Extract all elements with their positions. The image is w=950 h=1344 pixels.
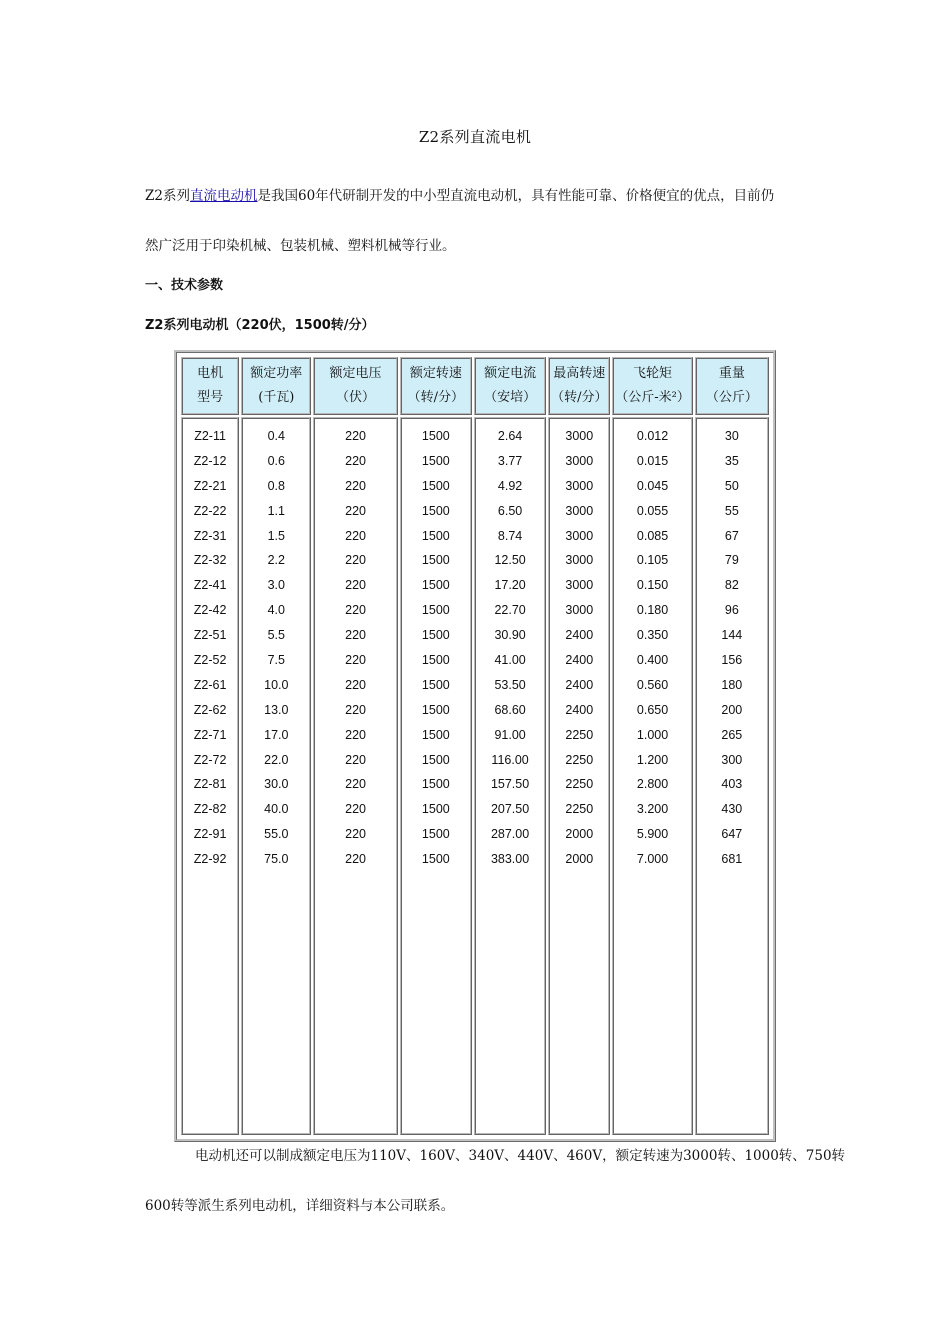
table-cell: Z2-51: [193, 628, 227, 643]
table-cell: 220: [345, 752, 366, 767]
table-cell: 5.900: [636, 827, 669, 842]
table-cell: 2.2: [267, 553, 285, 568]
table-cell: 1500: [421, 578, 450, 593]
header-rated-speed: [400, 357, 472, 415]
table-cell: 220: [345, 553, 366, 568]
table-cell: 68.60: [494, 702, 526, 717]
header-line: （安培）: [484, 390, 537, 405]
table-cell: 2400: [565, 653, 594, 668]
table-cell: 17.20: [494, 578, 526, 593]
header-line: （转/分）: [551, 390, 608, 405]
table-cell: 220: [345, 603, 366, 618]
table-cell: 220: [345, 802, 366, 817]
table-cell: 2250: [565, 727, 594, 742]
header-rated-voltage: [313, 357, 397, 415]
table-cell: Z2-31: [193, 528, 227, 543]
table-cell: Z2-92: [193, 852, 227, 867]
column-weight: [695, 417, 769, 1135]
table-cell: 1500: [421, 852, 450, 867]
table-cell: Z2-32: [193, 553, 227, 568]
column-rated-voltage: [313, 417, 397, 1135]
table-cell: 220: [345, 628, 366, 643]
table-cell: 41.00: [494, 653, 526, 668]
table-cell: 220: [345, 429, 366, 443]
table-cell: 3000: [565, 528, 594, 543]
column-flywheel-moment: [612, 417, 692, 1135]
header-model: [181, 357, 239, 415]
table-cell: Z2-52: [193, 653, 227, 668]
table-cell: 430: [721, 802, 743, 817]
table-cell: 1500: [421, 752, 450, 767]
table-cell: 220: [345, 453, 366, 468]
table-cell: Z2-71: [193, 727, 227, 742]
table-cell: 3000: [565, 603, 594, 618]
table-cell: Z2-72: [193, 752, 227, 767]
table-cell: 1.200: [636, 752, 669, 767]
table-cell: 180: [721, 677, 743, 692]
table-cell: 403: [721, 777, 743, 792]
table-cell: 0.350: [636, 628, 669, 643]
intro-paragraph-line2: 然广泛用于印染机械、包装机械、塑料机械等行业。: [145, 238, 456, 254]
intro-text-start: Z2系列: [145, 188, 190, 204]
table-cell: 156: [721, 653, 743, 668]
table-cell: 2250: [565, 802, 594, 817]
table-cell: 0.085: [636, 528, 669, 543]
table-cell: Z2-21: [193, 478, 227, 493]
table-cell: 17.0: [264, 727, 289, 742]
header-line: 额定转速: [409, 366, 462, 381]
table-cell: 220: [345, 852, 366, 867]
table-cell: Z2-41: [193, 578, 227, 593]
column-max-speed: [548, 417, 610, 1135]
table-cell: 647: [721, 827, 743, 842]
table-cell: 220: [345, 827, 366, 842]
header-flywheel-moment: [612, 357, 692, 415]
table-cell: 91.00: [494, 727, 526, 742]
table-cell: 220: [345, 503, 366, 518]
table-cell: 681: [721, 852, 743, 867]
table-cell: 30: [724, 429, 739, 443]
header-line: （公斤）: [705, 390, 758, 405]
table-cell: 0.6: [267, 453, 285, 468]
table-cell: Z2-12: [193, 453, 227, 468]
table-cell: 55: [724, 503, 739, 518]
header-line: （伏）: [336, 390, 376, 405]
table-cell: 55.0: [264, 827, 289, 842]
header-line: 重量: [718, 366, 745, 381]
header-line: 电机: [197, 366, 224, 381]
table-cell: 0.015: [636, 453, 669, 468]
table-cell: 0.8: [267, 478, 285, 493]
table-cell: 79: [724, 553, 739, 568]
table-cell: 220: [345, 727, 366, 742]
table-cell: 383.00: [490, 852, 530, 867]
table-cell: 1500: [421, 528, 450, 543]
table-cell: 6.50: [497, 503, 523, 518]
dc-motor-link[interactable]: 直流电动机: [189, 188, 258, 204]
table-cell: 220: [345, 528, 366, 543]
table-cell: 50: [724, 478, 739, 493]
table-cell: 2400: [565, 677, 594, 692]
table-cell: 82: [724, 578, 739, 593]
table-cell: 75.0: [264, 852, 289, 867]
section-heading: 一、技术参数: [145, 278, 224, 293]
document-title: Z2系列直流电机: [418, 128, 532, 146]
header-line: (千瓦): [258, 390, 295, 405]
spec-table: [179, 355, 771, 1137]
table-cell: 8.74: [497, 528, 523, 543]
table-cell: 30.0: [264, 777, 289, 792]
table-cell: 220: [345, 777, 366, 792]
table-cell: 2250: [565, 777, 594, 792]
table-cell: 7.000: [636, 852, 669, 867]
table-cell: 2400: [565, 702, 594, 717]
table-cell: 2250: [565, 752, 594, 767]
intro-paragraph-line1: [145, 186, 774, 206]
table-cell: 1500: [421, 677, 450, 692]
table-cell: 67: [724, 528, 739, 543]
table-cell: 0.150: [636, 578, 669, 593]
table-cell: 265: [721, 727, 743, 742]
table-cell: 1500: [421, 503, 450, 518]
table-cell: 3.77: [497, 453, 523, 468]
table-body-row: [181, 417, 769, 1135]
spec-table-frame: [174, 350, 776, 1142]
header-line: 最高转速: [553, 366, 606, 381]
table-cell: Z2-62: [193, 702, 227, 717]
table-header-row: [181, 357, 769, 415]
table-cell: 4.0: [267, 603, 285, 618]
header-line: （公斤-米²）: [615, 390, 690, 405]
table-cell: 3.200: [636, 802, 669, 817]
header-rated-power: [241, 357, 311, 415]
table-cell: Z2-81: [193, 777, 227, 792]
header-line: 额定功率: [250, 366, 303, 381]
table-cell: 300: [721, 752, 743, 767]
table-cell: 0.400: [636, 653, 669, 668]
header-line: 额定电压: [329, 366, 382, 381]
column-rated-power: [241, 417, 311, 1135]
table-cell: 220: [345, 677, 366, 692]
table-cell: 0.055: [636, 503, 669, 518]
footer-paragraph-line2: 600转等派生系列电动机，详细资料与本公司联系。: [145, 1198, 455, 1214]
table-cell: 40.0: [264, 802, 289, 817]
table-cell: 207.50: [490, 802, 530, 817]
table-cell: 3000: [565, 553, 594, 568]
table-cell: 2000: [565, 827, 594, 842]
table-cell: 2.800: [636, 777, 669, 792]
table-cell: 1500: [421, 827, 450, 842]
header-weight: [695, 357, 769, 415]
table-cell: 13.0: [264, 702, 289, 717]
table-cell: Z2-11: [194, 429, 226, 443]
table-cell: 5.5: [267, 628, 285, 643]
table-cell: Z2-22: [193, 503, 227, 518]
table-cell: 10.0: [264, 677, 289, 692]
header-line: （转/分）: [407, 390, 465, 405]
table-cell: 3000: [565, 503, 594, 518]
table-cell: 7.5: [267, 653, 285, 668]
table-cell: 200: [721, 702, 743, 717]
table-cell: Z2-91: [193, 827, 227, 842]
table-cell: 1500: [421, 777, 450, 792]
table-cell: 1.000: [636, 727, 669, 742]
table-cell: Z2-82: [193, 802, 227, 817]
intro-text-rest: 是我国60年代研制开发的中小型直流电动机，具有性能可靠、价格便宜的优点，目前仍: [257, 188, 775, 204]
table-cell: 1500: [421, 603, 450, 618]
table-cell: 0.012: [636, 429, 669, 443]
table-cell: 0.560: [636, 677, 669, 692]
table-cell: 2400: [565, 628, 594, 643]
table-cell: 22.0: [264, 752, 289, 767]
header-rated-current: [474, 357, 546, 415]
table-cell: 116.00: [491, 752, 529, 767]
table-cell: 2.64: [497, 429, 523, 443]
table-cell: 220: [345, 578, 366, 593]
table-cell: Z2-61: [193, 677, 227, 692]
table-cell: 22.70: [494, 603, 526, 618]
table-cell: 0.105: [636, 553, 669, 568]
table-cell: 1500: [421, 653, 450, 668]
table-cell: 3000: [565, 478, 594, 493]
table-cell: 3000: [565, 578, 594, 593]
table-cell: 35: [724, 453, 739, 468]
table-cell: 0.045: [636, 478, 669, 493]
table-cell: 1500: [421, 802, 450, 817]
table-cell: 157.50: [490, 777, 530, 792]
table-cell: 1500: [421, 553, 450, 568]
table-cell: 1500: [421, 727, 450, 742]
table-cell: 3.0: [267, 578, 285, 593]
table-cell: 287.00: [490, 827, 530, 842]
table-cell: 1500: [421, 453, 450, 468]
table-caption: Z2系列电动机（220伏，1500转/分）: [145, 318, 375, 333]
table-cell: 1500: [421, 628, 450, 643]
header-line: 飞轮矩: [633, 366, 673, 381]
header-line: 额定电流: [484, 366, 537, 381]
table-cell: 2000: [565, 852, 594, 867]
table-cell: 30.90: [494, 628, 526, 643]
table-cell: 1500: [421, 478, 450, 493]
table-cell: 1500: [421, 702, 450, 717]
footer-paragraph-line1: 电动机还可以制成额定电压为110V、160V、340V、440V、460V，额定转速为3000转、1000转、750转: [195, 1148, 846, 1164]
table-cell: 96: [724, 603, 739, 618]
table-cell: 1.5: [267, 528, 285, 543]
table-cell: 144: [721, 628, 743, 643]
table-cell: 4.92: [497, 478, 523, 493]
column-rated-speed: [400, 417, 472, 1135]
table-cell: Z2-42: [193, 603, 227, 618]
column-rated-current: [474, 417, 546, 1135]
table-cell: 1.1: [267, 503, 285, 518]
table-cell: 1500: [421, 429, 450, 443]
table-cell: 12.50: [494, 553, 526, 568]
table-cell: 0.180: [636, 603, 669, 618]
header-max-speed: [548, 357, 610, 415]
table-cell: 220: [345, 653, 366, 668]
table-cell: 53.50: [494, 677, 526, 692]
table-cell: 0.4: [267, 429, 285, 443]
column-model: [181, 417, 239, 1135]
header-line: 型号: [197, 390, 224, 405]
table-cell: 3000: [565, 453, 594, 468]
table-cell: 3000: [565, 429, 594, 443]
table-cell: 220: [345, 478, 366, 493]
table-cell: 220: [345, 702, 366, 717]
table-cell: 0.650: [636, 702, 669, 717]
